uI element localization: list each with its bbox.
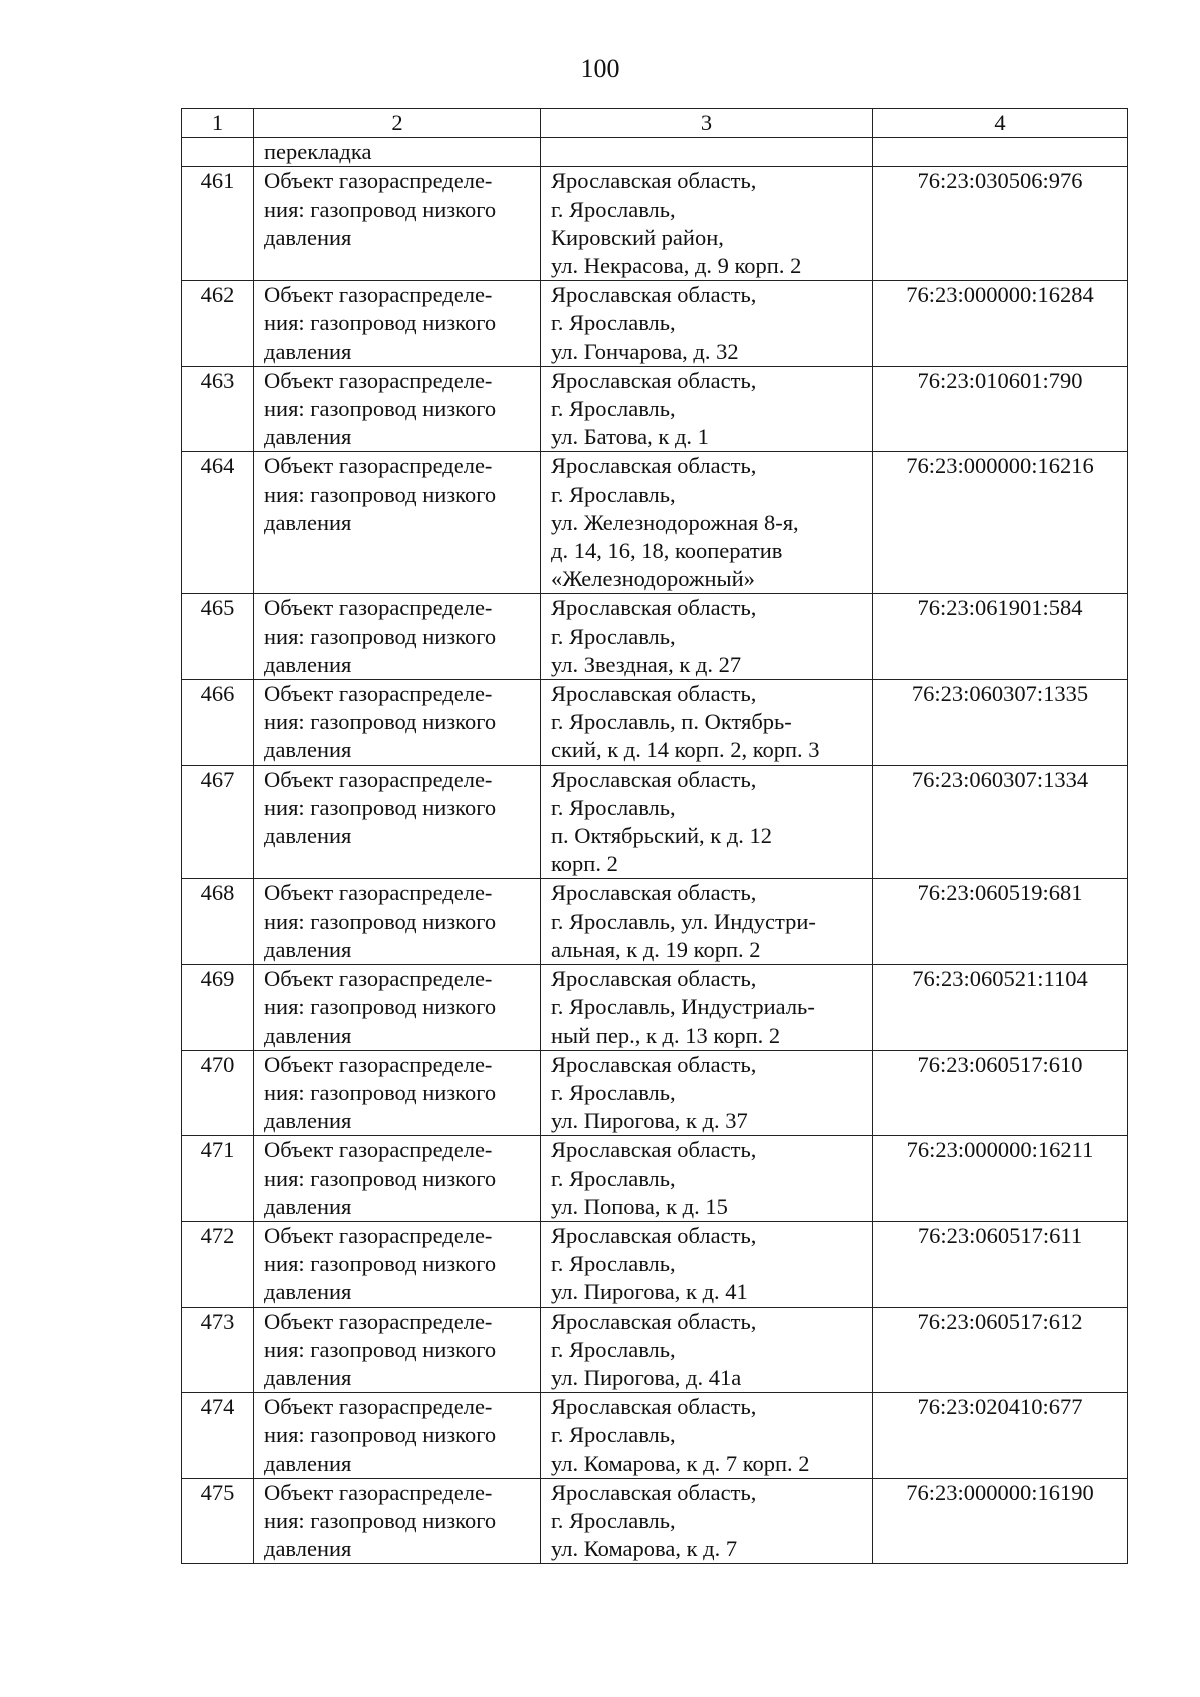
continuation-object-text: перекладка (264, 139, 372, 165)
object-name-line: Объект газораспределе- (264, 1222, 493, 1248)
row-number-cell (182, 765, 254, 879)
address-line: альная, к д. 19 корп. 2 (551, 936, 761, 962)
address-line: г. Ярославль, (551, 1165, 676, 1191)
address-line: Ярославская область, (551, 595, 757, 621)
cadastral-number: 76:23:060519:681 (917, 880, 1083, 906)
object-name-line: ния: газопровод низкого (264, 623, 497, 649)
object-name-line: ния: газопровод низкого (264, 1165, 497, 1191)
object-name-cell (254, 366, 541, 452)
address-line: г. Ярославль, ул. Индустри- (551, 908, 816, 934)
address-cell (541, 1307, 873, 1393)
table-header-row (182, 109, 1128, 138)
address-line: ул. Звездная, к д. 27 (551, 651, 742, 677)
register-table-body (182, 109, 1128, 1564)
table-row (182, 1393, 1128, 1479)
object-name-line: давления (264, 1536, 352, 1562)
object-name-cell (254, 1478, 541, 1564)
cadastral-number: 76:23:060517:611 (917, 1222, 1083, 1248)
row-number-cell (182, 1307, 254, 1393)
row-number: 462 (200, 282, 235, 308)
object-name-line: ния: газопровод низкого (264, 794, 497, 820)
object-name-line: давления (264, 224, 352, 250)
cadastral-number: 76:23:000000:16211 (906, 1137, 1094, 1163)
object-name-cell (254, 1136, 541, 1222)
address-line: ул. Комарова, к д. 7 корп. 2 (551, 1450, 810, 1476)
address-line: г. Ярославль, (551, 1079, 676, 1105)
row-number-cell (182, 281, 254, 367)
object-name-line: ния: газопровод низкого (264, 709, 497, 735)
row-number-cell (182, 1136, 254, 1222)
table-row (182, 1136, 1128, 1222)
object-name-line: давления (264, 1364, 352, 1390)
object-name-line: ния: газопровод низкого (264, 396, 497, 422)
object-name-line: давления (264, 823, 352, 849)
object-name-cell (254, 680, 541, 766)
address-line: г. Ярославль, (551, 1422, 676, 1448)
address-line: г. Ярославль, (551, 196, 676, 222)
object-name-line: ния: газопровод низкого (264, 481, 497, 507)
cadastral-number: 76:23:030506:976 (917, 168, 1083, 194)
address-line: «Железнодорожный» (551, 566, 755, 592)
address-line: г. Ярославль, (551, 310, 676, 336)
column-header-1: 1 (182, 109, 254, 138)
continuation-cadastral-cell (873, 138, 1128, 167)
cadastral-number-cell (873, 1393, 1128, 1479)
row-number: 474 (200, 1394, 235, 1420)
object-name-line: Объект газораспределе- (264, 966, 493, 992)
address-cell (541, 167, 873, 281)
object-name-line: давления (264, 1022, 352, 1048)
cadastral-number: 76:23:020410:677 (917, 1394, 1083, 1420)
object-name-line: Объект газораспределе- (264, 880, 493, 906)
object-name-line: ния: газопровод низкого (264, 196, 497, 222)
row-number-cell (182, 452, 254, 594)
address-line: Ярославская область, (551, 766, 757, 792)
object-name-line: Объект газораспределе- (264, 367, 493, 393)
row-number: 464 (200, 453, 235, 479)
address-line: ул. Пирогова, д. 41а (551, 1364, 742, 1390)
row-number: 467 (200, 766, 235, 792)
object-name-line: ния: газопровод низкого (264, 1336, 497, 1362)
row-number-cell (182, 1393, 254, 1479)
object-name-line: давления (264, 1450, 352, 1476)
cadastral-number-cell (873, 1478, 1128, 1564)
address-line: д. 14, 16, 18, кооператив (551, 538, 783, 564)
address-line: г. Ярославль, (551, 1507, 676, 1533)
cadastral-number-cell (873, 965, 1128, 1051)
cadastral-number: 76:23:060517:610 (917, 1051, 1083, 1077)
object-name-line: Объект газораспределе- (264, 1051, 493, 1077)
object-name-cell (254, 1307, 541, 1393)
column-header-4: 4 (873, 109, 1128, 138)
object-name-line: ния: газопровод низкого (264, 1251, 497, 1277)
row-number-cell (182, 680, 254, 766)
table-row (182, 366, 1128, 452)
address-line: п. Октябрьский, к д. 12 (551, 823, 773, 849)
cadastral-number: 76:23:060307:1335 (911, 681, 1089, 707)
address-cell (541, 879, 873, 965)
address-cell (541, 366, 873, 452)
address-line: ул. Некрасова, д. 9 корп. 2 (551, 253, 802, 279)
object-name-cell (254, 1050, 541, 1136)
object-name-line: Объект газораспределе- (264, 282, 493, 308)
address-line: Ярославская область, (551, 367, 757, 393)
row-number-cell (182, 879, 254, 965)
address-cell (541, 594, 873, 680)
object-name-line: ния: газопровод низкого (264, 908, 497, 934)
row-number: 463 (200, 367, 235, 393)
cadastral-number-cell (873, 452, 1128, 594)
cadastral-number-cell (873, 765, 1128, 879)
row-number: 472 (200, 1222, 235, 1248)
address-cell (541, 680, 873, 766)
object-name-cell (254, 167, 541, 281)
address-line: ул. Железнодорожная 8-я, (551, 509, 799, 535)
object-name-line: Объект газораспределе- (264, 168, 493, 194)
address-line: Ярославская область, (551, 168, 757, 194)
address-line: Ярославская область, (551, 1051, 757, 1077)
row-number: 471 (200, 1137, 235, 1163)
row-number-cell (182, 1050, 254, 1136)
cadastral-number: 76:23:060521:1104 (912, 966, 1088, 992)
table-row (182, 167, 1128, 281)
object-name-line: Объект газораспределе- (264, 681, 493, 707)
address-line: Ярославская область, (551, 1479, 757, 1505)
row-number-cell (182, 1221, 254, 1307)
address-cell (541, 1050, 873, 1136)
cadastral-number-cell (873, 680, 1128, 766)
object-name-cell (254, 1393, 541, 1479)
address-line: Ярославская область, (551, 1137, 757, 1163)
cadastral-number: 76:23:010601:790 (917, 367, 1083, 393)
column-header-3: 3 (541, 109, 873, 138)
table-row (182, 452, 1128, 594)
table-row (182, 965, 1128, 1051)
row-number: 473 (200, 1308, 235, 1334)
cadastral-number-cell (873, 1136, 1128, 1222)
address-line: г. Ярославль, (551, 396, 676, 422)
table-row (182, 680, 1128, 766)
address-line: ул. Пирогова, к д. 37 (551, 1108, 748, 1134)
object-name-line: давления (264, 1279, 352, 1305)
address-line: Ярославская область, (551, 681, 757, 707)
object-name-line: давления (264, 737, 352, 763)
address-line: ул. Гончарова, д. 32 (551, 338, 739, 364)
object-name-line: давления (264, 651, 352, 677)
object-name-cell (254, 765, 541, 879)
cadastral-number: 76:23:000000:16190 (906, 1479, 1094, 1505)
cadastral-number: 76:23:000000:16284 (906, 282, 1094, 308)
table-row (182, 1307, 1128, 1393)
address-line: г. Ярославль, (551, 794, 676, 820)
address-line: Ярославская область, (551, 880, 757, 906)
address-cell (541, 281, 873, 367)
address-line: ул. Пирогова, к д. 41 (551, 1279, 748, 1305)
object-name-line: Объект газораспределе- (264, 1308, 493, 1334)
address-line: Ярославская область, (551, 1308, 757, 1334)
cadastral-number: 76:23:061901:584 (917, 595, 1083, 621)
object-name-line: ния: газопровод низкого (264, 1422, 497, 1448)
cadastral-number: 76:23:060517:612 (917, 1308, 1083, 1334)
address-cell (541, 1136, 873, 1222)
address-cell (541, 452, 873, 594)
cadastral-number-cell (873, 1307, 1128, 1393)
cadastral-number-cell (873, 167, 1128, 281)
table-row (182, 594, 1128, 680)
table-row (182, 879, 1128, 965)
continuation-address-cell (541, 138, 873, 167)
row-number: 470 (200, 1051, 235, 1077)
address-line: г. Ярославль, (551, 1336, 676, 1362)
cadastral-number-cell (873, 281, 1128, 367)
continuation-object-cell (254, 138, 541, 167)
row-number: 465 (200, 595, 235, 621)
address-line: г. Ярославль, Индустриаль- (551, 994, 815, 1020)
row-number: 461 (200, 168, 235, 194)
address-line: Кировский район, (551, 224, 724, 250)
continuation-row (182, 138, 1128, 167)
row-number: 468 (200, 880, 235, 906)
row-number-cell (182, 594, 254, 680)
object-name-line: ния: газопровод низкого (264, 1507, 497, 1533)
column-header-2: 2 (254, 109, 541, 138)
object-name-cell (254, 1221, 541, 1307)
object-name-line: давления (264, 424, 352, 450)
object-name-cell (254, 281, 541, 367)
object-name-line: Объект газораспределе- (264, 453, 493, 479)
row-number: 475 (200, 1479, 235, 1505)
cadastral-number-cell (873, 879, 1128, 965)
cadastral-number-cell (873, 594, 1128, 680)
object-name-cell (254, 879, 541, 965)
address-line: ный пер., к д. 13 корп. 2 (551, 1022, 781, 1048)
cadastral-number: 76:23:060307:1334 (911, 766, 1089, 792)
object-name-line: Объект газораспределе- (264, 1479, 493, 1505)
address-line: ул. Попова, к д. 15 (551, 1193, 728, 1219)
object-name-cell (254, 452, 541, 594)
table-row (182, 1478, 1128, 1564)
object-name-line: ния: газопровод низкого (264, 310, 497, 336)
address-line: Ярославская область, (551, 1222, 757, 1248)
page-number: 100 (580, 54, 620, 83)
address-line: корп. 2 (551, 851, 618, 877)
object-name-line: давления (264, 1108, 352, 1134)
row-number-cell (182, 167, 254, 281)
object-name-line: давления (264, 338, 352, 364)
address-line: г. Ярославль, п. Октябрь- (551, 709, 792, 735)
address-line: г. Ярославль, (551, 481, 676, 507)
address-line: Ярославская область, (551, 1394, 757, 1420)
address-cell (541, 1393, 873, 1479)
address-cell (541, 765, 873, 879)
object-name-line: Объект газораспределе- (264, 766, 493, 792)
object-name-line: ния: газопровод низкого (264, 994, 497, 1020)
cadastral-number-cell (873, 366, 1128, 452)
table-row (182, 281, 1128, 367)
object-name-line: ния: газопровод низкого (264, 1079, 497, 1105)
object-name-line: Объект газораспределе- (264, 1394, 493, 1420)
row-number-cell (182, 1478, 254, 1564)
continuation-num-cell (182, 138, 254, 167)
row-number-cell (182, 965, 254, 1051)
address-cell (541, 965, 873, 1051)
object-name-line: давления (264, 936, 352, 962)
object-name-line: Объект газораспределе- (264, 595, 493, 621)
table-row (182, 1050, 1128, 1136)
table-row (182, 1221, 1128, 1307)
address-line: ский, к д. 14 корп. 2, корп. 3 (551, 737, 820, 763)
address-line: Ярославская область, (551, 966, 757, 992)
address-line: Ярославская область, (551, 282, 757, 308)
address-line: г. Ярославль, (551, 1251, 676, 1277)
row-number-cell (182, 366, 254, 452)
row-number: 469 (200, 966, 235, 992)
row-number: 466 (200, 681, 235, 707)
address-line: Ярославская область, (551, 453, 757, 479)
cadastral-number-cell (873, 1050, 1128, 1136)
register-table (181, 108, 1128, 1564)
object-name-line: давления (264, 1193, 352, 1219)
object-name-line: Объект газораспределе- (264, 1137, 493, 1163)
address-line: ул. Комарова, к д. 7 (551, 1536, 738, 1562)
address-cell (541, 1221, 873, 1307)
address-line: г. Ярославль, (551, 623, 676, 649)
cadastral-number-cell (873, 1221, 1128, 1307)
address-cell (541, 1478, 873, 1564)
object-name-line: давления (264, 509, 352, 535)
cadastral-number: 76:23:000000:16216 (906, 453, 1094, 479)
table-row (182, 765, 1128, 879)
object-name-cell (254, 594, 541, 680)
object-name-cell (254, 965, 541, 1051)
address-line: ул. Батова, к д. 1 (551, 424, 709, 450)
